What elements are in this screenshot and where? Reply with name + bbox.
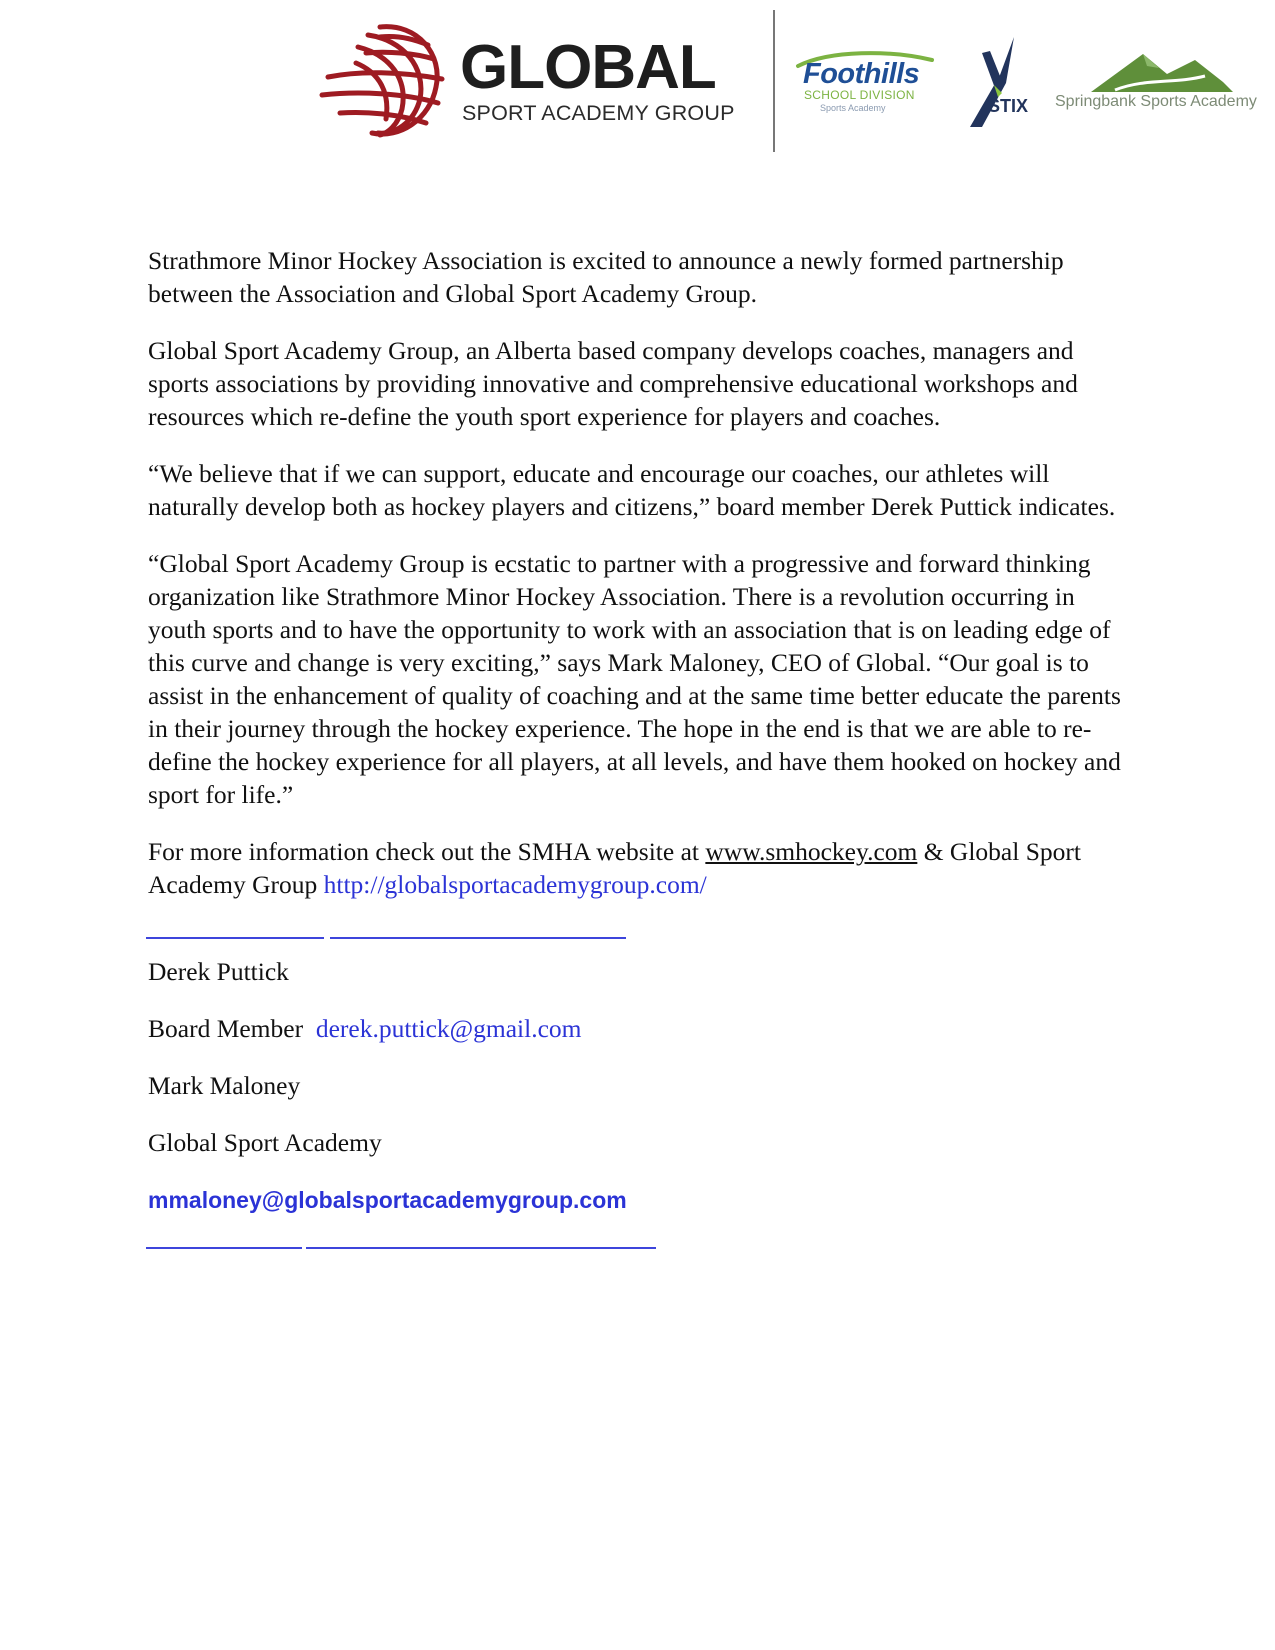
springbank-wordmark: Springbank Sports Academy xyxy=(1055,93,1257,110)
rule-short xyxy=(146,1247,302,1249)
derek-title: Board Member xyxy=(148,1014,304,1043)
foothills-sub-subtitle: Sports Academy xyxy=(820,103,886,113)
derek-name: Derek Puttick xyxy=(148,957,289,986)
global-website-link[interactable]: http://globalsportacademygroup.com/ xyxy=(323,870,707,899)
maloney-quote-paragraph: “Global Sport Academy Group is ecstatic to partner with a progressive and forward thinking organization like Strathmore Minor Hockey Association. There is a revolution occurring in youth sports and to have the opportunity to work with an association that is on leading edge of this curve and change is very exciting,” says Mark Maloney, CEO of Global. “Our goal is to assist in the enhancement of quality of coaching and at the same time better educate the parents in their journey through the hockey experience. The hope in the end is that we are able to re-define the hockey experience for all players, at all levels, and have them hooked on hockey and sport for life.” xyxy=(148,549,1121,809)
springbank-logo xyxy=(1055,48,1265,123)
rule-long xyxy=(330,937,626,939)
company-description-paragraph: Global Sport Academy Group, an Alberta based company develops coaches, managers and sports associations by providing innovative and comprehensive educational workshops and resources which re-define the youth sport experience for players and coaches. xyxy=(148,336,1078,431)
stix-logo xyxy=(960,35,1040,130)
letter-body xyxy=(148,244,1128,1265)
rule-short xyxy=(146,937,324,939)
global-sport-academy-logo xyxy=(318,15,758,155)
springbank-mountain-icon xyxy=(1055,48,1265,98)
mark-email-line xyxy=(148,1183,1128,1217)
global-logo-wordmark: GLOBAL xyxy=(460,33,716,102)
globe-logo-icon xyxy=(318,15,458,145)
mark-organization: Global Sport Academy xyxy=(148,1128,382,1157)
stix-wordmark: STIX xyxy=(988,96,1029,116)
rule-long xyxy=(306,1247,656,1249)
signature-rule-bottom xyxy=(148,1225,1128,1265)
derek-title-line xyxy=(148,1012,1128,1045)
intro-paragraph: Strathmore Minor Hockey Association is excited to announce a newly formed partnership between the Association and Global Sport Academy Group. xyxy=(148,246,1064,308)
header-divider xyxy=(773,10,775,152)
foothills-subtitle: SCHOOL DIVISION xyxy=(804,88,915,102)
puttick-quote-paragraph: “We believe that if we can support, educate and encourage our coaches, our athletes will naturally develop both as hockey players and citizens,” board member Derek Puttick indicates. xyxy=(148,459,1116,521)
global-logo-tagline: SPORT ACADEMY GROUP xyxy=(462,101,735,125)
smha-website-link[interactable]: www.smhockey.com xyxy=(705,837,918,866)
more-info-middle: & Global Sport Academy Group xyxy=(148,837,1081,899)
mark-email-link[interactable]: mmaloney@globalsportacademygroup.com xyxy=(148,1187,627,1213)
derek-email-link[interactable]: derek.puttick@gmail.com xyxy=(315,1014,582,1043)
mark-name: Mark Maloney xyxy=(148,1071,301,1100)
foothills-logo xyxy=(790,50,940,130)
letterhead xyxy=(0,0,1275,170)
signature-rule-top xyxy=(148,915,1128,955)
foothills-wordmark: Foothills xyxy=(803,58,920,90)
more-info-paragraph xyxy=(148,835,1128,901)
more-info-prefix: For more information check out the SMHA website at xyxy=(148,837,706,866)
